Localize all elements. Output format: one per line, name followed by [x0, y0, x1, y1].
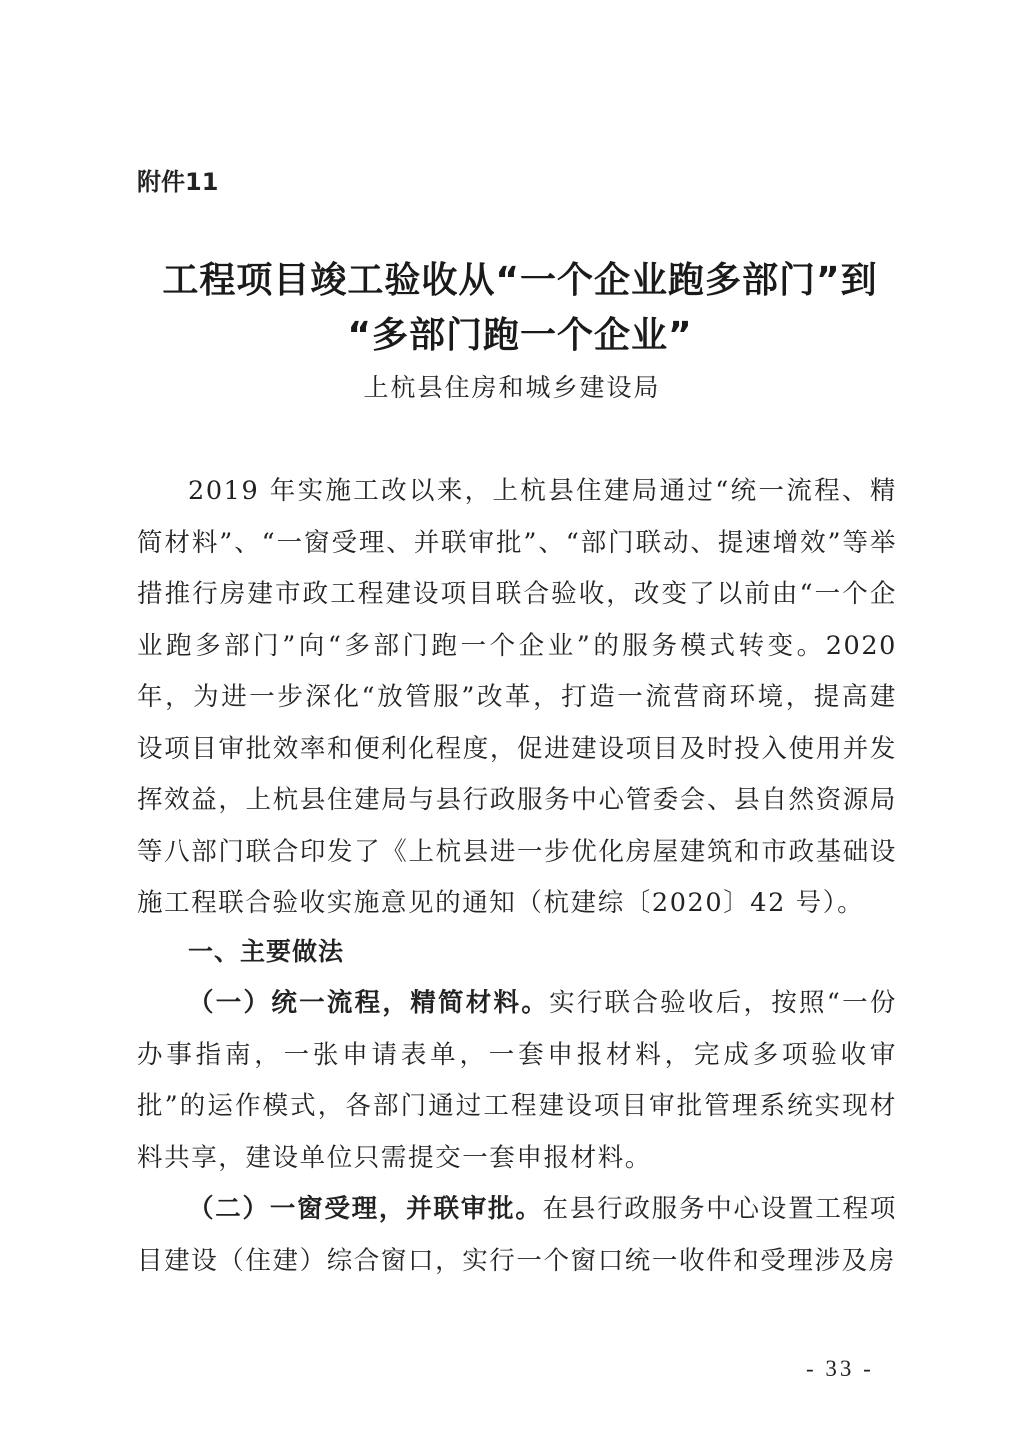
paragraph-unified-process: [137, 978, 897, 1184]
paragraph-lead: （二）一窗受理，并联审批。: [188, 1194, 543, 1224]
document-title-line-1: 工程项目竣工验收从“一个企业跑多部门”到: [162, 260, 878, 301]
issuing-organization: 上杭县住房和城乡建设局: [363, 373, 661, 402]
page-number: - 33 -: [806, 1356, 874, 1381]
paragraph-intro: 2019 年实施工改以来，上杭县住建局通过“统一流程、精简材料”、“一窗受理、并联审批”、“部门联动、提速增效”等举措推行房建市政工程建设项目联合验收，改变了以前由“一个企业跑多部门”向“多部门跑一个企业”的服务模式转变。2020 年，为进一步深化“放管服”改革，打造一流营商环境，提高建设项目审批效率和便利化程度，促进建设项目及时投入使用并发挥效益，上杭县住建局与县行政服务中心管委会、县自然资源局等八部门联合印发了《上杭县进一步优化房屋建筑和市政基础设施工程联合验收实施意见的通知（杭建综〔2020〕42 号）。: [137, 476, 897, 918]
section-heading: 一、主要做法: [188, 937, 345, 966]
attachment-label: 附件11: [137, 168, 219, 196]
paragraph-single-window: [137, 1184, 897, 1287]
paragraph-lead: （一）统一流程，精简材料。: [188, 988, 550, 1018]
paragraph-body: 实行联合验收后，按照“一份办事指南，一张申请表单，一套申报材料，完成多项验收审批”的运作模式，各部门通过工程建设项目审批管理系统实现材料共享，建设单位只需提交一套申报材料。: [137, 988, 897, 1173]
document-title-line-2: “多部门跑一个企业”: [347, 315, 693, 356]
paragraph-body: 在县行政服务中心设置工程项目建设（住建）综合窗口，实行一个窗口统一收件和受理涉及房: [137, 1194, 897, 1276]
